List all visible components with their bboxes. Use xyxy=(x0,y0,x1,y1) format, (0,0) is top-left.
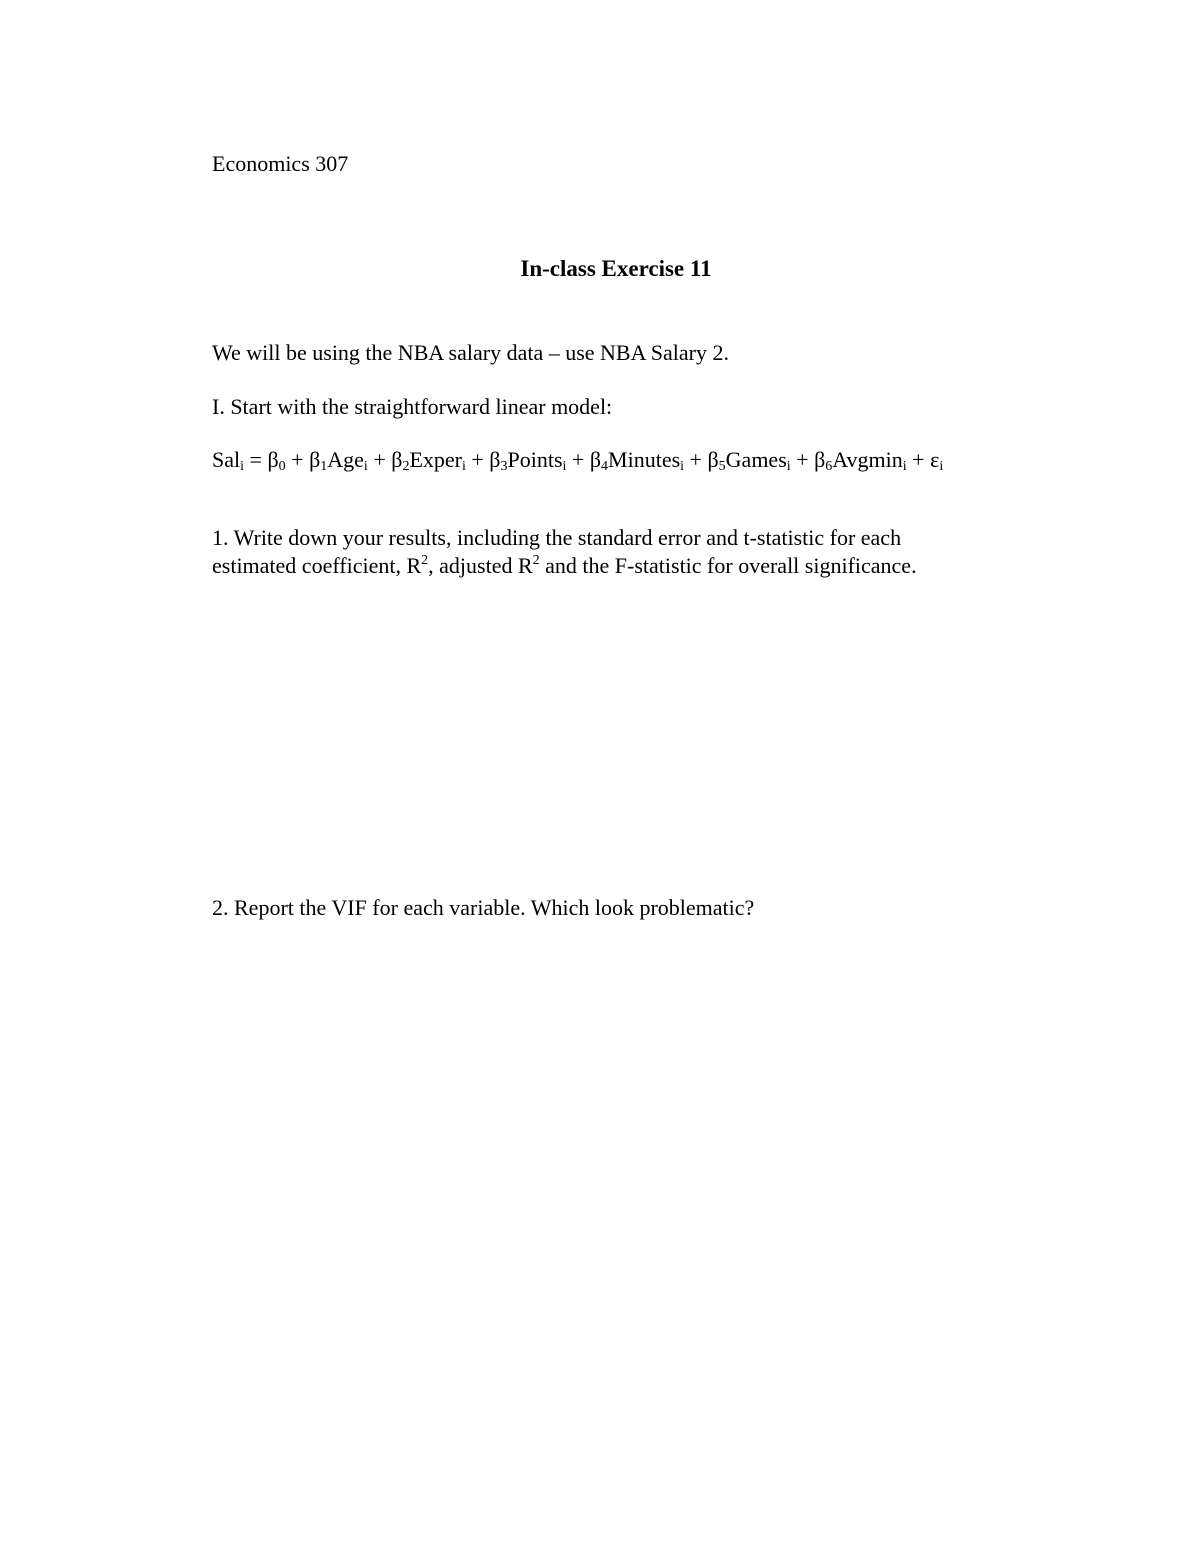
equation-equals: = xyxy=(244,447,268,472)
question-2: 2. Report the VIF for each variable. Which look problematic? xyxy=(212,895,755,920)
plus-operator: + xyxy=(906,447,931,472)
beta-symbol: β xyxy=(489,447,501,472)
r-squared-superscript: 2 xyxy=(421,553,429,568)
beta-symbol: β xyxy=(707,447,719,472)
beta-subscript: 5 xyxy=(718,459,726,474)
equation-terms xyxy=(267,447,930,472)
equation-error-term: ε xyxy=(930,447,940,472)
equation-lhs-subscript: i xyxy=(240,459,245,474)
question-1-line-1: 1. Write down your results, including the standard error and t-statistic for each xyxy=(212,525,902,550)
beta-subscript: 1 xyxy=(320,459,328,474)
variable-name: Age xyxy=(327,447,364,472)
plus-operator: + xyxy=(684,447,708,472)
variable-subscript: i xyxy=(363,459,368,474)
beta-symbol: β xyxy=(267,447,279,472)
beta-subscript: 0 xyxy=(278,459,286,474)
question-1-text-a: estimated coefficient, R xyxy=(212,553,422,578)
beta-symbol: β xyxy=(391,447,403,472)
variable-subscript: i xyxy=(902,459,907,474)
beta-symbol: β xyxy=(309,447,321,472)
plus-operator: + xyxy=(465,447,490,472)
variable-name: Exper xyxy=(409,447,462,472)
question-1-text-b: , adjusted R xyxy=(428,553,533,578)
course-name: Economics 307 xyxy=(212,151,349,176)
plus-operator: + xyxy=(285,447,310,472)
plus-operator: + xyxy=(790,447,815,472)
part-one-heading: I. Start with the straightforward linear model: xyxy=(212,394,613,419)
plus-operator: + xyxy=(566,447,590,472)
beta-symbol: β xyxy=(589,447,602,472)
variable-name: Minutes xyxy=(608,447,681,472)
beta-subscript: 4 xyxy=(601,459,609,474)
plus-operator: + xyxy=(367,447,392,472)
adjusted-r-squared-superscript: 2 xyxy=(532,553,540,568)
equation-error-subscript: i xyxy=(939,459,944,474)
variable-subscript: i xyxy=(461,459,466,474)
intro-text: We will be using the NBA salary data – use NBA Salary 2. xyxy=(212,340,729,365)
variable-name: Points xyxy=(507,447,563,472)
beta-subscript: 2 xyxy=(402,459,410,474)
variable-name: Games xyxy=(725,447,787,472)
question-1-text-c: and the F-statistic for overall significance. xyxy=(539,553,917,578)
beta-subscript: 6 xyxy=(825,459,833,474)
beta-symbol: β xyxy=(814,447,826,472)
regression-equation xyxy=(212,446,943,474)
beta-subscript: 3 xyxy=(500,459,508,474)
variable-subscript: i xyxy=(562,459,567,474)
exercise-title: In-class Exercise 11 xyxy=(520,256,712,281)
variable-subscript: i xyxy=(680,459,685,474)
variable-subscript: i xyxy=(786,459,791,474)
variable-name: Avgmin xyxy=(832,447,903,472)
equation-lhs: Sal xyxy=(212,447,241,472)
question-1-line-2 xyxy=(212,552,917,580)
